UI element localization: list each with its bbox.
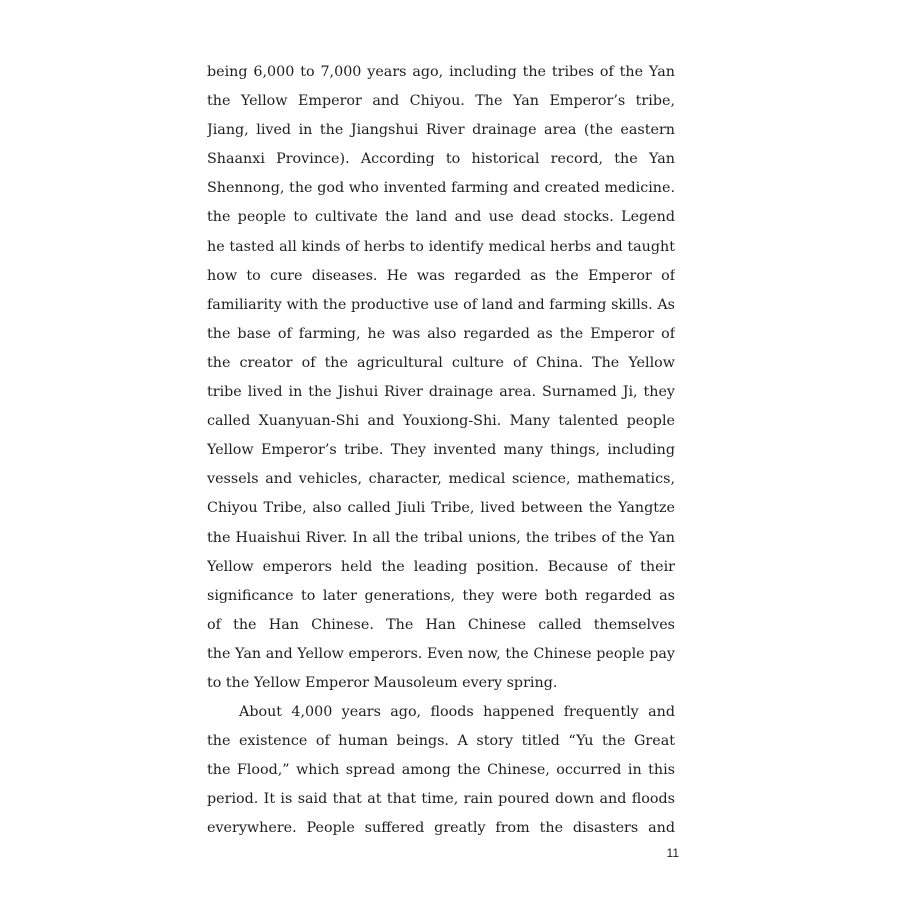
text-line: called Xuanyuan-Shi and Youxiong-Shi. Many talented people	[207, 413, 675, 430]
text-line: of the Han Chinese. The Han Chinese called themselves	[207, 616, 675, 633]
text-line: everywhere. People suffered greatly from the disasters and	[207, 820, 675, 837]
text-line: Shaanxi Province). According to historical record, the Yan	[207, 151, 675, 168]
text-line: Yellow emperors held the leading position. Because of their	[207, 558, 675, 575]
page-number: 11	[666, 846, 679, 860]
text-line: Jiang, lived in the Jiangshui River drainage area (the eastern	[207, 122, 675, 139]
text-line: significance to later generations, they were both regarded as	[207, 587, 675, 604]
text-line: the Huaishui River. In all the tribal unions, the tribes of the Yan	[207, 529, 675, 546]
text-line: the base of farming, he was also regarded as the Emperor of	[207, 325, 675, 342]
text-line: the Yellow Emperor and Chiyou. The Yan Emperor’s tribe,	[207, 93, 675, 110]
text-line: tribe lived in the Jishui River drainage area. Surnamed Ji, they	[207, 384, 675, 401]
paragraph-2	[207, 698, 675, 843]
text-line: period. It is said that at that time, rain poured down and floods	[207, 791, 675, 808]
text-line: being 6,000 to 7,000 years ago, including the tribes of the Yan	[207, 64, 675, 80]
text-line: the Yan and Yellow emperors. Even now, the Chinese people pay	[207, 645, 675, 662]
text-line-last: to the Yellow Emperor Mausoleum every spring.	[207, 674, 558, 691]
body-text	[207, 58, 675, 844]
paragraph-1	[207, 58, 675, 698]
text-line: he tasted all kinds of herbs to identify medical herbs and taught	[207, 238, 675, 255]
text-line: Shennong, the god who invented farming and created medicine.	[207, 180, 675, 197]
text-line: the Flood,” which spread among the Chinese, occurred in this	[207, 762, 675, 779]
text-line: how to cure diseases. He was regarded as the Emperor of	[207, 267, 675, 284]
text-line: the existence of human beings. A story titled “Yu the Great	[207, 733, 675, 750]
text-line-indented: About 4,000 years ago, floods happened frequently and	[239, 704, 675, 721]
text-line: the people to cultivate the land and use dead stocks. Legend	[207, 209, 675, 226]
text-line: Chiyou Tribe, also called Jiuli Tribe, lived between the Yangtze	[207, 500, 675, 517]
text-line: the creator of the agricultural culture of China. The Yellow	[207, 354, 675, 371]
text-line: vessels and vehicles, character, medical science, mathematics,	[207, 471, 675, 488]
text-line: familiarity with the productive use of land and farming skills. As	[207, 296, 675, 313]
text-line: Yellow Emperor’s tribe. They invented many things, including	[207, 442, 675, 459]
